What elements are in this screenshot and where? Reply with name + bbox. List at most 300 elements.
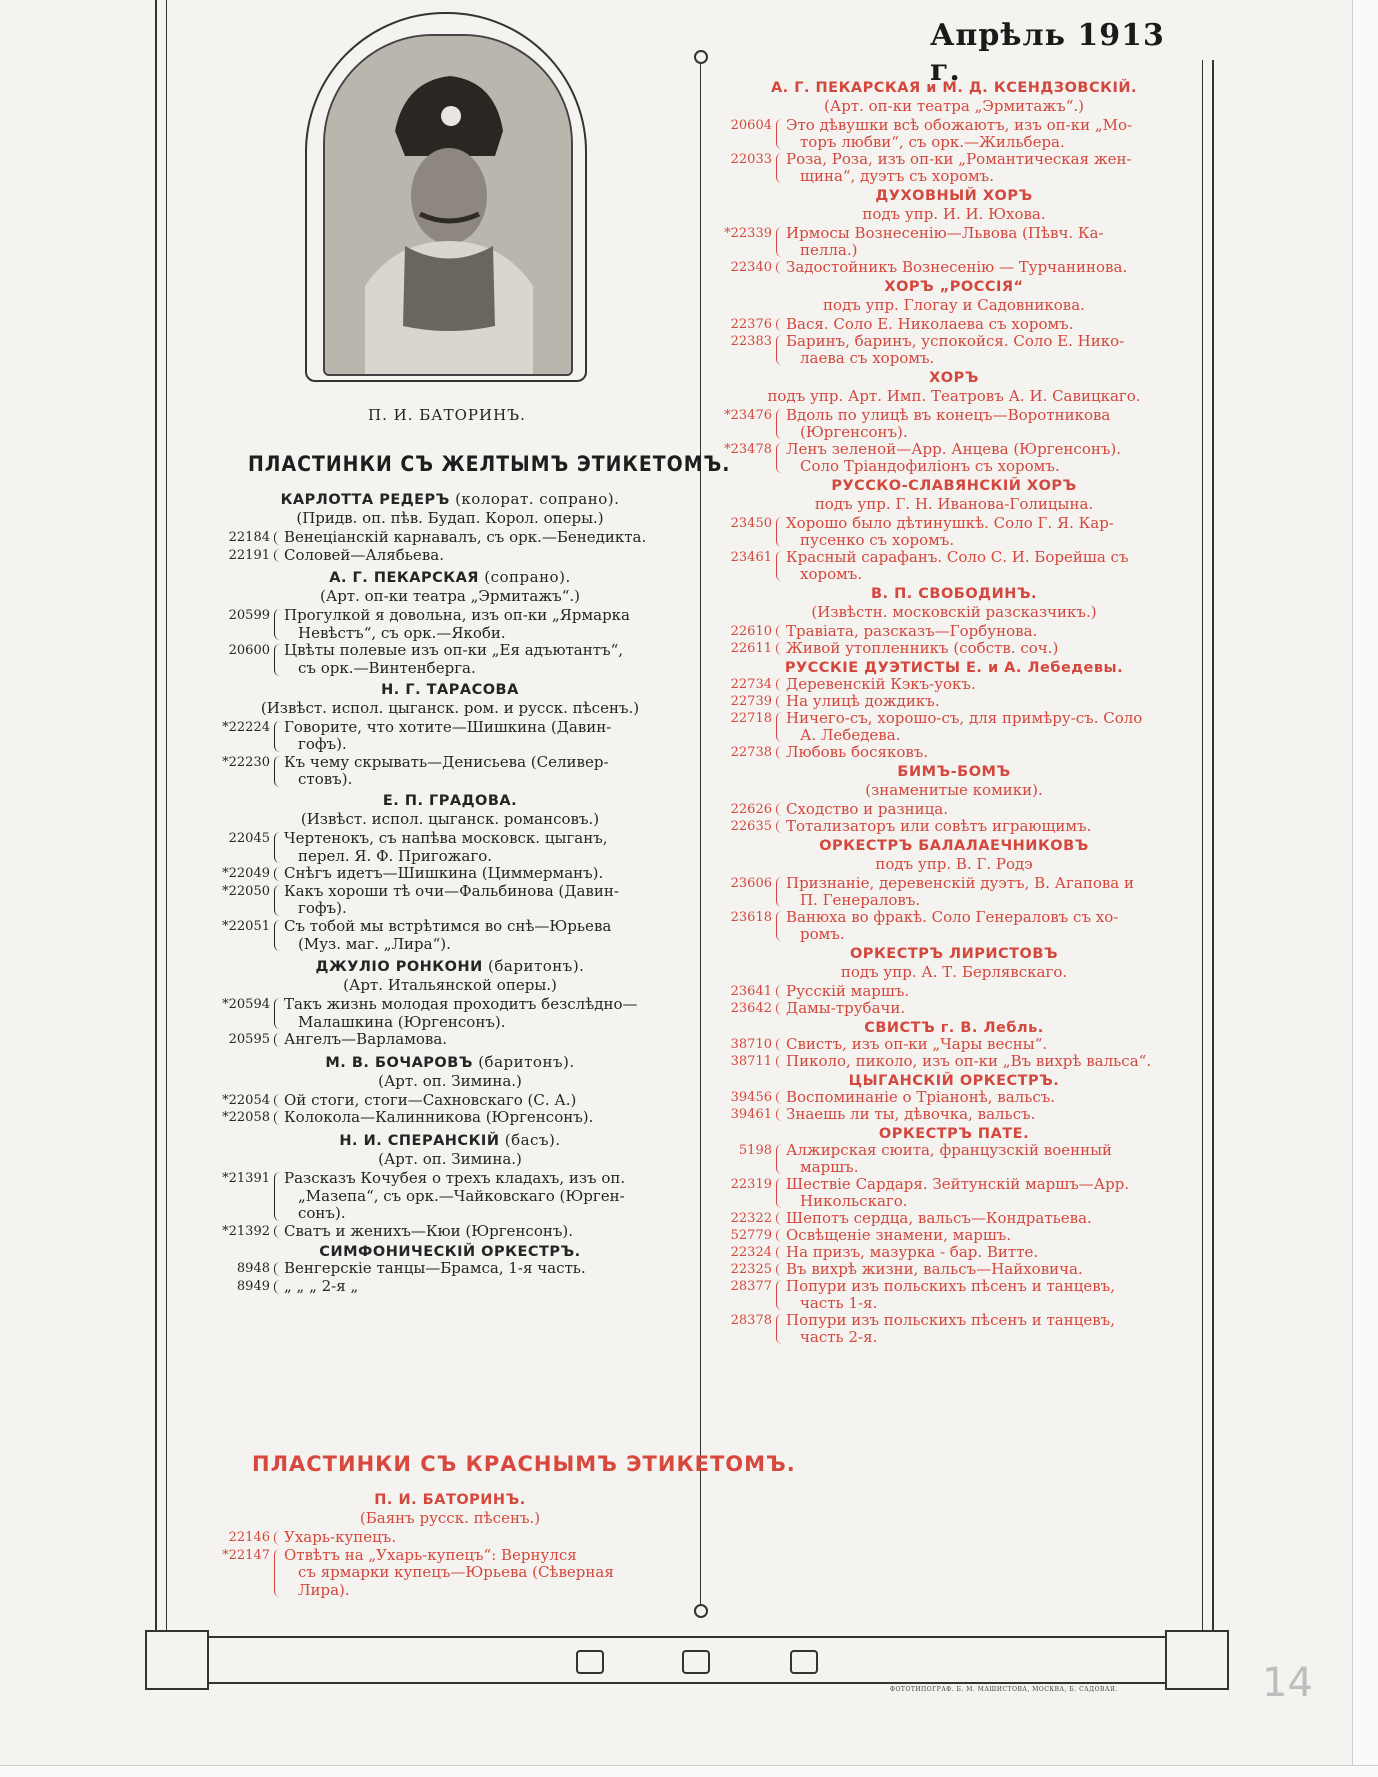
record-entry bbox=[720, 1244, 1188, 1261]
record-brace bbox=[274, 1225, 281, 1239]
artist-section bbox=[720, 1073, 1188, 1123]
artist-name-text: СВИСТЪ г. В. Лебль. bbox=[864, 1020, 1044, 1036]
record-brace bbox=[776, 820, 783, 833]
record-entry bbox=[720, 407, 1188, 441]
record-title-line: (Муз. маг. „Лира“). bbox=[298, 934, 451, 953]
record-brace bbox=[274, 1094, 281, 1108]
artist-info: (Арт. оп-ки театра „Эрмитажъ“.) bbox=[319, 587, 580, 606]
record-number: 8948 bbox=[236, 1261, 270, 1277]
record-title-line: Ванюха во фракѣ. Соло Генераловъ съ хо- bbox=[786, 908, 1119, 926]
artist-name bbox=[720, 838, 1188, 854]
artist-info: (Арт. оп. Зимина.) bbox=[378, 1071, 522, 1090]
record-entry bbox=[720, 1000, 1188, 1017]
record-number: 22734 bbox=[730, 677, 772, 692]
artist-role: (басъ). bbox=[499, 1131, 561, 1150]
record-number: 22626 bbox=[730, 802, 772, 817]
record-brace bbox=[274, 1033, 281, 1047]
portrait-frame bbox=[305, 12, 587, 382]
record-title-line: гофъ). bbox=[298, 899, 347, 918]
artist-section bbox=[220, 568, 680, 677]
record-title-line: съ орк.—Винтенберга. bbox=[298, 658, 476, 677]
record-title-line: Пиколо, пиколо, изъ оп-ки „Въ вихрѣ вальса“. bbox=[786, 1052, 1152, 1070]
record-title-line: Разсказъ Кочубея о трехъ кладахъ, изъ оп. bbox=[284, 1169, 626, 1188]
record-number: 20604 bbox=[730, 118, 772, 133]
record-number: *22051 bbox=[222, 918, 270, 934]
artist-info: (Арт. оп-ки театра „Эрмитажъ“.) bbox=[823, 97, 1084, 115]
record-brace bbox=[776, 985, 783, 998]
record-brace bbox=[776, 1002, 783, 1015]
artist-info: подъ упр. А. Т. Берлявскаго. bbox=[840, 963, 1068, 981]
artist-name bbox=[720, 1020, 1188, 1036]
artist-section bbox=[720, 764, 1188, 835]
record-number: 22191 bbox=[228, 547, 270, 563]
record-number: *22058 bbox=[222, 1110, 270, 1126]
record-title-line: Живой утопленникъ (собств. соч.) bbox=[786, 639, 1059, 657]
artist-role: (баритонъ). bbox=[472, 1052, 575, 1071]
artist-role: (колорат. сопрано). bbox=[449, 490, 620, 508]
record-brace bbox=[274, 531, 281, 545]
record-title-line: Какъ хороши тѣ очи—Фальбинова (Давин- bbox=[284, 881, 619, 900]
artist-name bbox=[220, 682, 680, 698]
artist-name bbox=[720, 586, 1188, 602]
record-entry bbox=[720, 225, 1188, 259]
record-entry bbox=[720, 117, 1188, 151]
record-number: *20594 bbox=[222, 997, 270, 1013]
record-brace bbox=[776, 517, 783, 547]
artist-info: (Извѣстн. московскій разсказчикъ.) bbox=[811, 603, 1097, 621]
record-title-line: Отвѣтъ на „Ухарь-купецъ“: Вернулся bbox=[284, 1545, 577, 1564]
record-brace bbox=[776, 1212, 783, 1225]
record-entry bbox=[720, 875, 1188, 909]
portrait-photo bbox=[323, 34, 573, 376]
record-number: 22739 bbox=[730, 694, 772, 709]
record-title-line: Снѣгъ идетъ—Шишкина (Циммерманъ). bbox=[284, 864, 604, 883]
record-number: *22224 bbox=[222, 719, 270, 735]
record-entry bbox=[720, 316, 1188, 333]
artist-name-text: М. В. БОЧАРОВЪ bbox=[325, 1054, 473, 1071]
record-brace bbox=[274, 644, 281, 675]
artist-info: подъ упр. Арт. Имп. Театровъ А. И. Савицкаго. bbox=[767, 387, 1141, 405]
ornament-dot-bottom bbox=[694, 1604, 708, 1618]
record-brace bbox=[776, 227, 783, 257]
record-brace bbox=[274, 1172, 281, 1221]
record-number: *23478 bbox=[724, 442, 772, 457]
record-entry bbox=[720, 1227, 1188, 1244]
record-entry bbox=[220, 1092, 680, 1110]
record-number: 23642 bbox=[730, 1001, 772, 1016]
record-title-line: часть 1-я. bbox=[800, 1294, 878, 1312]
record-entry bbox=[220, 918, 680, 953]
record-brace bbox=[776, 1263, 783, 1276]
artist-section bbox=[720, 478, 1188, 583]
record-brace bbox=[776, 1108, 783, 1121]
frame-right-inner bbox=[1202, 60, 1203, 1660]
artist-section bbox=[720, 660, 1188, 761]
record-entry bbox=[220, 996, 680, 1031]
record-entry bbox=[220, 529, 680, 547]
artist-role: (баритонъ). bbox=[482, 957, 585, 976]
artist-name-text: БИМЪ-БОМЪ bbox=[897, 764, 1011, 780]
artist-section bbox=[220, 793, 680, 953]
artist-section bbox=[220, 1131, 680, 1240]
artist-info: (Арт. Итальянской оперы.) bbox=[343, 976, 557, 995]
portrait-caption: П. И. БАТОРИНЪ. bbox=[368, 406, 526, 424]
artist-name-text: ОРКЕСТРЪ БАЛАЛАЕЧНИКОВЪ bbox=[819, 838, 1089, 854]
ornament-corner-left bbox=[145, 1630, 209, 1690]
artist-name bbox=[720, 764, 1188, 780]
artist-name bbox=[220, 490, 680, 508]
record-title-line: Колокола—Калинникова (Юргенсонъ). bbox=[284, 1108, 594, 1127]
artist-section bbox=[220, 1053, 680, 1127]
record-title-line: Никольскаго. bbox=[800, 1192, 908, 1210]
record-title-line: Лира). bbox=[298, 1580, 350, 1599]
ornament-ring-1 bbox=[576, 1650, 604, 1674]
artist-name bbox=[720, 478, 1188, 494]
record-number: 23461 bbox=[730, 550, 772, 565]
record-number: 28377 bbox=[730, 1279, 772, 1294]
record-entry bbox=[720, 710, 1188, 744]
record-title-line: хоромъ. bbox=[800, 565, 863, 583]
ornament-corner-right bbox=[1165, 1630, 1229, 1690]
record-number: 22324 bbox=[730, 1245, 772, 1260]
record-entry bbox=[720, 983, 1188, 1000]
record-title-line: Признаніе, деревенскій дуэтъ, В. Агапова и bbox=[786, 874, 1135, 892]
record-entry bbox=[220, 1529, 680, 1547]
artist-role: (сопрано). bbox=[478, 568, 571, 587]
record-number: *22230 bbox=[222, 754, 270, 770]
record-title-line: сонъ). bbox=[298, 1204, 346, 1223]
portrait-figure bbox=[325, 36, 571, 374]
record-brace bbox=[274, 609, 281, 640]
record-brace bbox=[274, 1549, 281, 1598]
record-entry bbox=[220, 883, 680, 918]
pencil-page-mark: 14 bbox=[1262, 1660, 1313, 1706]
record-title-line: Алжирская сюита, французскій военный bbox=[786, 1141, 1113, 1159]
record-entry bbox=[720, 693, 1188, 710]
artist-info: (Придв. оп. пѣв. Будап. Корол. оперы.) bbox=[296, 509, 604, 527]
record-entry bbox=[720, 1278, 1188, 1312]
frame-center-divider bbox=[700, 58, 701, 1608]
artist-name bbox=[220, 793, 680, 809]
record-brace bbox=[274, 1111, 281, 1125]
artist-name bbox=[720, 946, 1188, 962]
record-number: 22738 bbox=[730, 745, 772, 760]
record-title-line: Вася. Соло Е. Николаева съ хоромъ. bbox=[786, 315, 1074, 333]
record-entry bbox=[720, 1210, 1188, 1227]
record-brace bbox=[776, 335, 783, 365]
artist-name-text: КАРЛОТТА РЕДЕРЪ bbox=[280, 492, 450, 508]
record-title-line: Шествіе Сардаря. Зейтунскій маршъ—Арр. bbox=[786, 1175, 1130, 1193]
frame-bottom-top bbox=[145, 1636, 1225, 1638]
record-title-line: Попури изъ польскихъ пѣсенъ и танцевъ, bbox=[786, 1311, 1115, 1329]
artist-name-text: Н. И. СПЕРАНСКІЙ bbox=[339, 1133, 500, 1150]
record-title-line: Шепотъ сердца, вальсъ—Кондратьева. bbox=[786, 1209, 1092, 1227]
record-brace bbox=[274, 1280, 281, 1294]
record-title-line: маршъ. bbox=[800, 1158, 859, 1176]
record-title-line: Въ вихрѣ жизни, вальсъ—Найховича. bbox=[786, 1260, 1083, 1278]
record-entry bbox=[220, 642, 680, 677]
artist-section bbox=[220, 1244, 680, 1295]
record-number: 22322 bbox=[730, 1211, 772, 1226]
record-entry bbox=[220, 1170, 680, 1223]
artist-name-text: СИМФОНИЧЕСКІЙ ОРКЕСТРЪ. bbox=[319, 1244, 581, 1261]
artist-section bbox=[220, 1492, 680, 1599]
record-entry bbox=[220, 830, 680, 865]
record-number: *22050 bbox=[222, 883, 270, 899]
record-number: 39461 bbox=[730, 1107, 772, 1122]
record-number: 22635 bbox=[730, 819, 772, 834]
record-entry bbox=[720, 1106, 1188, 1123]
record-entry bbox=[220, 1547, 680, 1600]
record-brace bbox=[776, 409, 783, 439]
record-title-line: Любовь босяковъ. bbox=[786, 743, 929, 761]
record-title-line: А. Лебедева. bbox=[800, 726, 901, 744]
record-entry bbox=[220, 754, 680, 789]
record-title-line: съ ярмарки купецъ—Юрьева (Сѣверная bbox=[298, 1563, 614, 1582]
record-brace bbox=[776, 1091, 783, 1104]
artist-name-text: ХОРЪ „РОССІЯ“ bbox=[884, 279, 1024, 295]
record-brace bbox=[776, 911, 783, 941]
record-entry bbox=[720, 549, 1188, 583]
artist-name-text: П. И. БАТОРИНЪ. bbox=[374, 1492, 526, 1508]
record-entry bbox=[720, 676, 1188, 693]
record-title-line: Сватъ и женихъ—Кюи (Юргенсонъ). bbox=[284, 1221, 574, 1240]
record-brace bbox=[274, 1262, 281, 1276]
record-entry bbox=[720, 909, 1188, 943]
record-number: 23450 bbox=[730, 516, 772, 531]
record-title-line: Русскій маршъ. bbox=[786, 982, 910, 1000]
record-title-line: „ „ „ 2-я „ bbox=[284, 1277, 359, 1296]
record-brace bbox=[776, 1280, 783, 1310]
record-number: 20600 bbox=[228, 643, 270, 659]
record-number: 52779 bbox=[730, 1228, 772, 1243]
record-title-line: ромъ. bbox=[800, 925, 845, 943]
record-brace bbox=[776, 678, 783, 691]
record-number: 22045 bbox=[228, 830, 270, 846]
record-brace bbox=[776, 119, 783, 149]
record-brace bbox=[776, 153, 783, 183]
record-number: 38711 bbox=[730, 1054, 772, 1069]
artist-section bbox=[720, 80, 1188, 185]
record-number: 22383 bbox=[730, 334, 772, 349]
record-title-line: Такъ жизнь молодая проходитъ безслѣдно— bbox=[284, 995, 638, 1014]
record-title-line: Ангелъ—Варламова. bbox=[284, 1030, 448, 1049]
record-entry bbox=[220, 547, 680, 565]
record-title-line: Дамы-трубачи. bbox=[786, 999, 906, 1017]
record-brace bbox=[776, 443, 783, 473]
record-number: 8949 bbox=[236, 1279, 270, 1295]
record-title-line: Красный сарафанъ. Соло С. И. Борейша съ bbox=[786, 548, 1129, 566]
frame-left-outer bbox=[155, 0, 157, 1660]
artist-name-text: Н. Г. ТАРАСОВА bbox=[381, 681, 519, 698]
artist-name bbox=[220, 957, 680, 975]
record-brace bbox=[776, 1246, 783, 1259]
record-title-line: Воспоминаніе о Тріанонѣ, вальсъ. bbox=[786, 1088, 1056, 1106]
artist-section bbox=[720, 279, 1188, 367]
record-title-line: Говорите, что хотите—Шишкина (Давин- bbox=[284, 717, 612, 736]
record-brace bbox=[776, 1314, 783, 1344]
record-entry bbox=[220, 1260, 680, 1278]
record-entry bbox=[720, 259, 1188, 276]
artist-name-text: РУССКО-СЛАВЯНСКІЙ ХОРЪ bbox=[831, 478, 1077, 494]
left-red-column bbox=[220, 1492, 680, 1603]
printer-credit: ФОТОТИПОГРАФ. Б. М. МАШИСТОВА, МОСКВА, Б. САДОВАЯ. bbox=[890, 1686, 1118, 1693]
artist-section bbox=[720, 370, 1188, 475]
record-number: 20595 bbox=[228, 1032, 270, 1048]
record-number: 23641 bbox=[730, 984, 772, 999]
artist-section bbox=[220, 490, 680, 564]
record-title-line: торъ любви“, съ орк.—Жильбера. bbox=[800, 133, 1065, 151]
record-brace bbox=[776, 746, 783, 759]
record-title-line: „Мазепа“, съ орк.—Чайковскаго (Юрген- bbox=[298, 1186, 625, 1205]
record-brace bbox=[776, 318, 783, 331]
record-number: 5198 bbox=[738, 1143, 772, 1158]
record-entry bbox=[720, 333, 1188, 367]
record-brace bbox=[274, 920, 281, 951]
artist-name-text: ДЖУЛІО РОНКОНИ bbox=[315, 959, 483, 976]
record-brace bbox=[274, 756, 281, 787]
record-title-line: На улицѣ дождикъ. bbox=[786, 692, 940, 710]
artist-name bbox=[720, 279, 1188, 295]
record-title-line: Попури изъ польскихъ пѣсенъ и танцевъ, bbox=[786, 1277, 1115, 1295]
record-brace bbox=[776, 625, 783, 638]
record-entry bbox=[220, 1031, 680, 1049]
record-number: 20599 bbox=[228, 608, 270, 624]
record-title-line: Ой стоги, стоги—Сахновскаго (С. А.) bbox=[284, 1090, 577, 1109]
artist-name-text: ДУХОВНЫЙ ХОРЪ bbox=[875, 188, 1033, 204]
issue-date: Апрѣль 1913 г. bbox=[930, 18, 1165, 88]
artist-section bbox=[220, 682, 680, 789]
artist-name-text: ОРКЕСТРЪ ПАТЕ. bbox=[878, 1126, 1030, 1142]
record-entry bbox=[220, 1278, 680, 1296]
ornament-ring-2 bbox=[682, 1650, 710, 1674]
artist-info: (Баянъ русск. пѣсенъ.) bbox=[359, 1509, 541, 1527]
record-entry bbox=[720, 744, 1188, 761]
artist-info: подъ упр. Глогау и Садовникова. bbox=[823, 296, 1085, 314]
artist-name-text: РУССКІЕ ДУЭТИСТЫ Е. и А. Лебедевы. bbox=[784, 660, 1124, 676]
artist-name bbox=[220, 1053, 680, 1071]
record-title-line: Деревенскій Кэкъ-уокъ. bbox=[786, 675, 976, 693]
record-brace bbox=[776, 695, 783, 708]
record-title-line: (Юргенсонъ). bbox=[800, 423, 908, 441]
record-title-line: Чертенокъ, съ напѣва московск. цыганъ, bbox=[284, 828, 608, 847]
record-title-line: щина“, дуэтъ съ хоромъ. bbox=[800, 167, 994, 185]
record-number: 22340 bbox=[730, 260, 772, 275]
artist-name bbox=[220, 1244, 680, 1260]
record-title-line: Ничего-съ, хорошо-съ, для примѣру-съ. Соло bbox=[786, 709, 1143, 727]
record-number: 22610 bbox=[730, 624, 772, 639]
record-title-line: Это дѣвушки всѣ обожаютъ, изъ оп-ки „Мо- bbox=[786, 116, 1133, 134]
record-brace bbox=[274, 885, 281, 916]
artist-name bbox=[720, 660, 1188, 676]
artist-name-text: А. Г. ПЕКАРСКАЯ и М. Д. КСЕНДЗОВСКІЙ. bbox=[770, 80, 1138, 96]
record-title-line: П. Генераловъ. bbox=[800, 891, 921, 909]
record-brace bbox=[776, 1229, 783, 1242]
record-entry bbox=[720, 1053, 1188, 1070]
record-title-line: Малашкина (Юргенсонъ). bbox=[298, 1012, 506, 1031]
record-title-line: Задостойникъ Вознесенію — Турчанинова. bbox=[786, 258, 1128, 276]
record-title-line: Ухарь-купецъ. bbox=[284, 1528, 397, 1546]
record-number: 39456 bbox=[730, 1090, 772, 1105]
record-brace bbox=[776, 1038, 783, 1051]
record-brace bbox=[776, 712, 783, 742]
artist-name-text: Е. П. ГРАДОВА. bbox=[382, 792, 518, 809]
record-title-line: Ирмосы Вознесенію—Львова (Пѣвч. Ка- bbox=[786, 224, 1104, 242]
artist-info: (Арт. оп. Зимина.) bbox=[378, 1150, 522, 1169]
record-brace bbox=[776, 1055, 783, 1068]
record-title-line: Невѣстъ“, съ орк.—Якоби. bbox=[298, 623, 506, 642]
artist-name bbox=[220, 568, 680, 586]
record-number: 23618 bbox=[730, 910, 772, 925]
record-title-line: Травіата, разсказъ—Горбунова. bbox=[786, 622, 1038, 640]
artist-section bbox=[220, 957, 680, 1049]
artist-info: подъ упр. И. И. Юхова. bbox=[862, 205, 1046, 223]
record-entry bbox=[720, 818, 1188, 835]
record-title-line: Знаешь ли ты, дѣвочка, вальсъ. bbox=[786, 1105, 1036, 1123]
artist-name-text: ЦЫГАНСКІЙ ОРКЕСТРЪ. bbox=[848, 1073, 1060, 1089]
artist-name bbox=[720, 188, 1188, 204]
artist-section bbox=[720, 586, 1188, 657]
record-entry bbox=[720, 515, 1188, 549]
heading-red-label: ПЛАСТИНКИ СЪ КРАСНЫМЪ ЭТИКЕТОМЪ. bbox=[252, 1452, 796, 1476]
artist-name-text: А. Г. ПЕКАРСКАЯ bbox=[329, 570, 479, 587]
record-brace bbox=[274, 867, 281, 881]
artist-name bbox=[220, 1131, 680, 1149]
record-title-line: Роза, Роза, изъ оп-ки „Романтическая жен- bbox=[786, 150, 1132, 168]
record-number: 22376 bbox=[730, 317, 772, 332]
record-entry bbox=[720, 1089, 1188, 1106]
record-entry bbox=[720, 640, 1188, 657]
record-number: 22325 bbox=[730, 1262, 772, 1277]
record-brace bbox=[274, 832, 281, 863]
record-entry bbox=[720, 151, 1188, 185]
record-entry bbox=[220, 865, 680, 883]
record-brace bbox=[776, 877, 783, 907]
record-brace bbox=[776, 642, 783, 655]
record-number: 22319 bbox=[730, 1177, 772, 1192]
record-entry bbox=[220, 719, 680, 754]
record-number: *22147 bbox=[222, 1547, 270, 1563]
record-number: *21391 bbox=[222, 1171, 270, 1187]
record-title-line: Тотализаторъ или совѣтъ играющимъ. bbox=[786, 817, 1092, 835]
record-brace bbox=[274, 549, 281, 563]
record-brace bbox=[274, 1531, 281, 1545]
record-title-line: гофъ). bbox=[298, 735, 347, 754]
record-brace bbox=[776, 551, 783, 581]
artist-name-text: ХОРЪ bbox=[929, 370, 979, 386]
artist-info: подъ упр. Г. Н. Иванова-Голицына. bbox=[814, 495, 1094, 513]
artist-name-text: ОРКЕСТРЪ ЛИРИСТОВЪ bbox=[849, 946, 1058, 962]
record-brace bbox=[776, 1178, 783, 1208]
record-title-line: Соло Тріандофиліонъ съ хоромъ. bbox=[800, 457, 1060, 475]
record-number: 22611 bbox=[730, 641, 772, 656]
artist-section bbox=[720, 1020, 1188, 1070]
record-title-line: лаева съ хоромъ. bbox=[800, 349, 935, 367]
record-entry bbox=[720, 1176, 1188, 1210]
record-title-line: часть 2-я. bbox=[800, 1328, 878, 1346]
record-title-line: Прогулкой я довольна, изъ оп-ки „Ярмарка bbox=[284, 606, 630, 625]
record-entry bbox=[720, 1036, 1188, 1053]
frame-left-inner bbox=[166, 0, 167, 1660]
record-title-line: Цвѣты полевые изъ оп-ки „Ея адъютантъ“, bbox=[284, 641, 624, 660]
record-number: *23476 bbox=[724, 408, 772, 423]
record-title-line: Баринъ, баринъ, успокойся. Соло Е. Нико- bbox=[786, 332, 1125, 350]
artist-name bbox=[720, 370, 1188, 386]
record-entry bbox=[720, 1261, 1188, 1278]
record-number: 22146 bbox=[228, 1530, 270, 1545]
artist-section bbox=[720, 188, 1188, 276]
heading-yellow-label: ПЛАСТИНКИ СЪ ЖЕЛТЫМЪ ЭТИКЕТОМЪ. bbox=[248, 452, 731, 476]
